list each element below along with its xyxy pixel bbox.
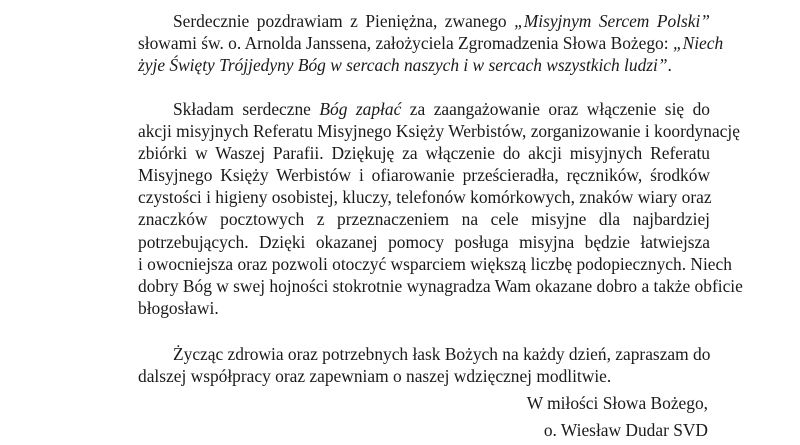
text-run: słowami św. o. Arnolda Janssena, założyciela Zgromadzenia Słowa Bożego:: [138, 33, 673, 54]
greeting-paragraph: [138, 10, 724, 76]
text-line: akcji misyjnych Referatu Misyjnego Księży Werbistów, zorganizowanie i koordynację: [138, 121, 740, 142]
thanks-paragraph: [138, 98, 743, 319]
text-line: i owocniejsza oraz pozwoli otoczyć wsparciem większą liczbę podopiecznych. Niech: [138, 253, 732, 274]
text-line: potrzebujących. Dzięki okazanej pomocy posługa misyjna będzie łatwiejsza: [138, 231, 710, 252]
text-line: zbiórki w Waszej Parafii. Dziękuję za włączenie do akcji misyjnych Referatu: [138, 143, 710, 164]
text-line: znaczków pocztowych z przeznaczeniem na cele misyjne dla najbardziej: [138, 209, 710, 230]
text-line: [138, 98, 710, 120]
text-line: [138, 32, 724, 54]
text-run-italic: „Niech: [672, 33, 724, 54]
text-run: Składam serdeczne: [173, 99, 320, 119]
text-run-italic: „Misyjnym Sercem Polski”: [514, 11, 710, 31]
text-line: Misyjnego Księży Werbistów i ofiarowanie prześcieradła, ręczników, środków: [138, 165, 710, 186]
text-run: .: [667, 55, 672, 76]
signature-name: o. Wiesław Dudar SVD: [543, 420, 708, 440]
text-line: [138, 10, 710, 32]
text-run-italic: Bóg zapłać: [319, 99, 402, 119]
text-line: Życząc zdrowia oraz potrzebnych łask Bożych na każdy dzień, zapraszam do: [173, 344, 711, 364]
text-line: czystości i higieny osobistej, kluczy, telefonów komórkowych, znaków wiary oraz: [138, 187, 712, 208]
closing-line: W miłości Słowa Bożego,: [526, 393, 708, 413]
text-line: [138, 54, 710, 76]
wishes-paragraph: [138, 343, 710, 387]
text-run: za zaangażowanie oraz włączenie się do: [401, 99, 711, 119]
text-run-italic: żyje Święty Trójjedyny Bóg w sercach naszych i w sercach wszystkich ludzi”: [138, 55, 668, 76]
text-line: dalszej współpracy oraz zapewniam o naszej wdzięcznej modlitwie.: [138, 366, 612, 387]
text-run: Serdecznie pozdrawiam z Pieniężna, zwanego: [173, 11, 515, 31]
text-line: dobry Bóg w swej hojności stokrotnie wynagradza Wam okazane dobro a także obficie: [138, 275, 743, 296]
text-line: błogosławi.: [138, 297, 219, 318]
